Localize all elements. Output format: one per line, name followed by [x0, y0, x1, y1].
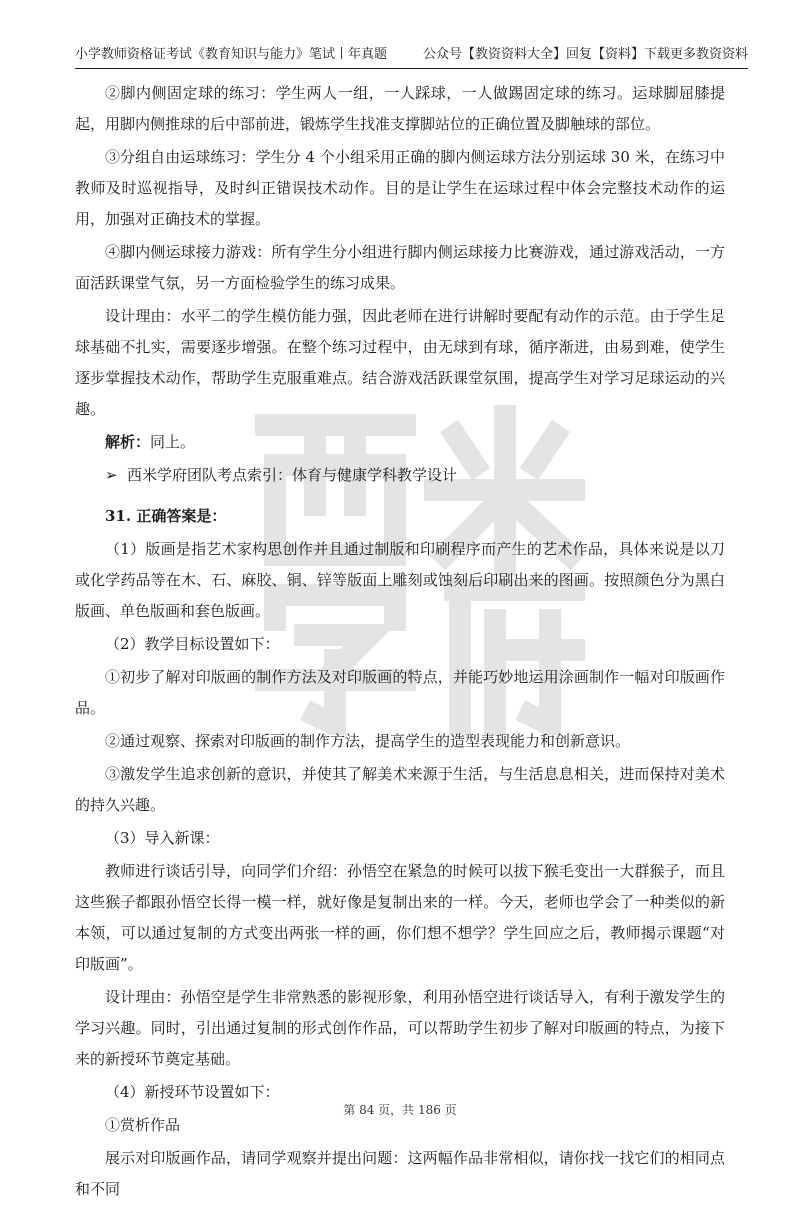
- paragraph-objective-3: ③激发学生追求创新的意识，并使其了解美术来源于生活，与生活息息相关，进而保持对美术的持久兴趣。: [75, 765, 725, 814]
- page-header: [75, 44, 748, 69]
- paragraph-objectives-heading: （2）教学目标设置如下：: [105, 635, 280, 653]
- paragraph-intro-dialogue: 教师进行谈话引导，向同学们介绍：孙悟空在紧急的时候可以拔下猴毛变出一大群猴子，而且这些猴子都跟孙悟空长得一模一样，就好像是复制出来的一样。今天，老师也学会了一种类似的新本领，可以通过复制的方式变出两张一样的画，你们想不想学？学生回应之后，教师揭示课题“对印版画”。: [75, 862, 725, 973]
- header-promo: 公众号【教资资料大全】回复【资料】下载更多教资资料: [422, 47, 748, 62]
- paragraph-objective-2: ②通过观察、探索对印版画的制作方法，提高学生的造型表现能力和创新意识。: [105, 732, 631, 750]
- paragraph-appreciation: ①赏析作品: [105, 1116, 181, 1134]
- paragraph-objective-1: ①初步了解对印版画的制作方法及对印版画的特点，并能巧妙地运用涂画制作一幅对印版画作品。: [75, 668, 725, 717]
- paragraph-printmaking-definition: （1）版画是指艺术家构思创作并且通过制版和印刷程序而产生的艺术作品，具体来说是以刀或化学药品等在木、石、麻胶、铜、锌等版面上雕刻或蚀刻后印刷出来的图画。按照颜色分为黑白版画、单色版画和套色版画。: [75, 540, 725, 620]
- analysis-text: 同上。: [150, 433, 196, 451]
- document-body: [75, 78, 725, 1205]
- paragraph-group-dribble: ③分组自由运球练习：学生分 4 个小组采用正确的脚内侧运球方法分别运球 30 米，在练习中教师及时巡视指导，及时纠正错误技术动作。目的是让学生在运球过程中体会完整技术动作的运用，加强对正确技术的掌握。: [75, 148, 725, 228]
- question-31-heading: 31. 正确答案是：: [105, 507, 227, 525]
- paragraph-design-reason-art: 设计理由：孙悟空是学生非常熟悉的影视形象，利用孙悟空进行谈话导入，有利于激发学生的学习兴趣。同时，引出通过复制的形式创作作品，可以帮助学生初步了解对印版画的特点，为接下来的新授环节奠定基础。: [75, 988, 725, 1068]
- paragraph-relay-game: ④脚内侧运球接力游戏：所有学生分小组进行脚内侧运球接力比赛游戏，通过游戏活动，一方面活跃课堂气氛，另一方面检验学生的练习成果。: [75, 243, 725, 292]
- paragraph-analysis: [75, 427, 725, 458]
- index-text: 西米学府团队考点索引：体育与健康学科教学设计: [127, 466, 458, 484]
- header-title: 小学教师资格证考试《教育知识与能力》笔试丨年真题: [75, 47, 388, 62]
- paragraph-show-works: 展示对印版画作品，请同学观察并提出问题：这两幅作品非常相似，请你找一找它们的相同点和不同: [75, 1149, 725, 1198]
- arrow-bullet-icon: ➢: [105, 466, 118, 484]
- page-number: 第 84 页，共 186 页: [343, 1103, 457, 1117]
- paragraph-new-lesson-heading: （4）新授环节设置如下：: [105, 1083, 280, 1101]
- paragraph-intro-heading: （3）导入新课：: [105, 829, 220, 847]
- paragraph-design-reason-pe: 设计理由：水平二的学生模仿能力强，因此老师在进行讲解时要配有动作的示范。由于学生足球基础不扎实，需要逐步增强。在整个练习过程中，由无球到有球，循序渐进，由易到难，使学生逐步掌握技术动作，帮助学生克服重难点。结合游戏活跃课堂氛围，提高学生对学习足球运动的兴趣。: [75, 307, 725, 418]
- paragraph-fixed-ball: ②脚内侧固定球的练习：学生两人一组，一人踩球，一人做踢固定球的练习。运球脚屈膝提起，用脚内侧推球的后中部前进，锻炼学生找准支撑脚站位的正确位置及脚触球的部位。: [75, 84, 725, 133]
- paragraph-index: [75, 460, 725, 491]
- analysis-label: 解析：: [105, 433, 151, 451]
